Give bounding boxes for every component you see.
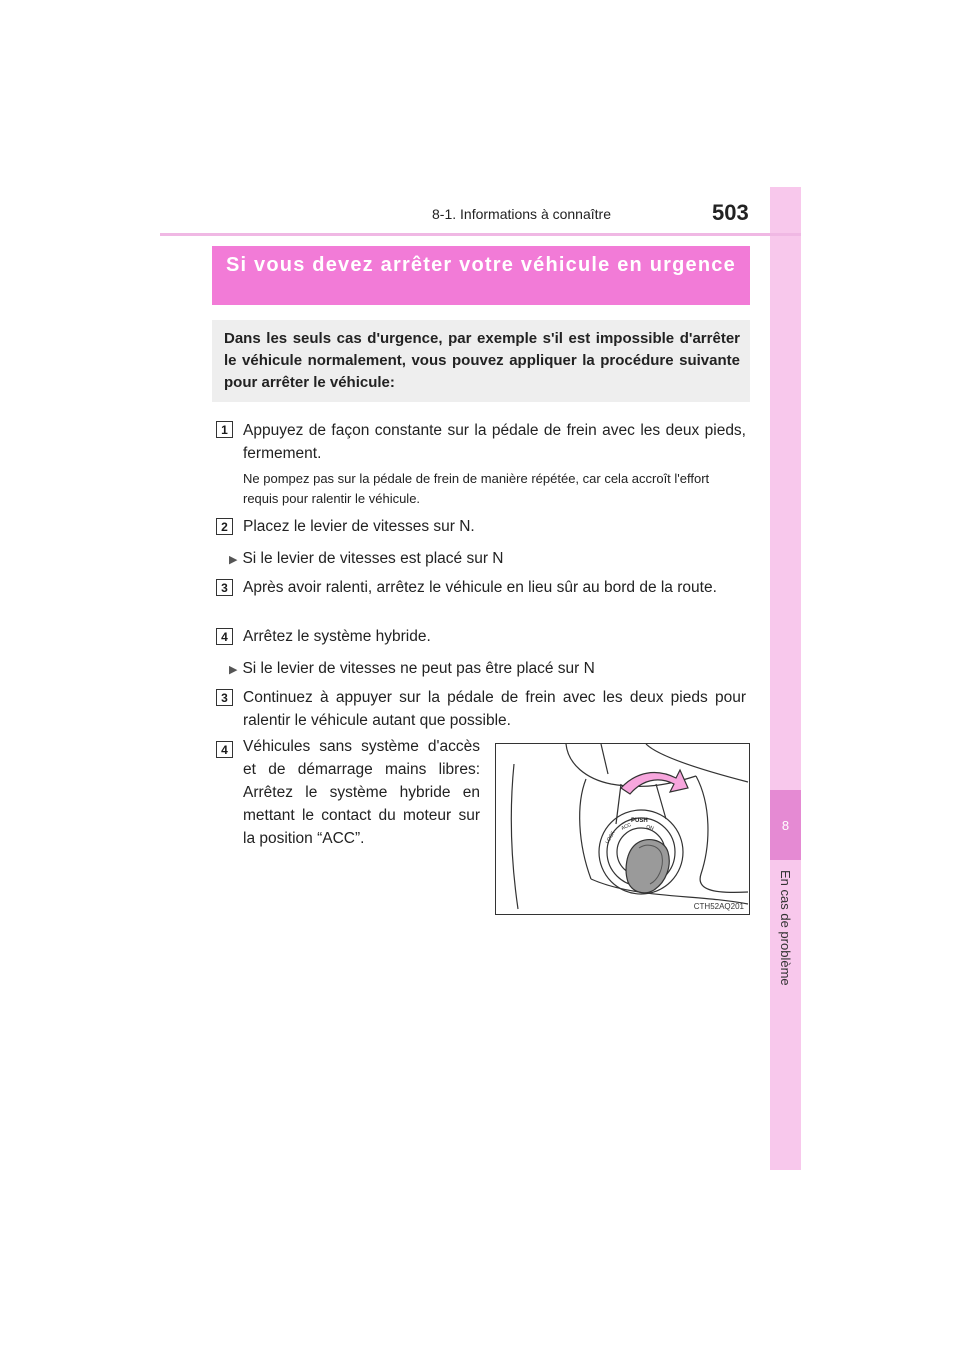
step-text-2: Placez le levier de vitesses sur N. [243,518,475,535]
step-number-4: 4 [216,628,233,645]
header-rule [160,233,801,236]
triangle-bullet-icon: ▶ [229,554,238,566]
step-number-3: 3 [216,579,233,596]
switch-label: ACC [620,821,633,832]
ignition-switch-illustration [495,743,750,915]
chapter-side-tab [770,187,801,1170]
step-text-3-alt: Continuez à appuyer sur la pédale de frein avec les deux pieds pour ralentir le véhicule autant que possible. [243,689,746,729]
figure-code: CTH52AQ201 [693,902,744,911]
section-header: 8-1. Informations à connaître [432,206,611,222]
switch-label: ON [645,824,655,832]
triangle-bullet-icon: ▶ [229,664,238,676]
step-text-3: Après avoir ralenti, arrêtez le véhicule en lieu sûr au bord de la route. [243,579,717,596]
chapter-label: En cas de problème [778,870,793,986]
switch-label: PUSH [631,818,648,824]
step-number-2: 2 [216,518,233,535]
page-title: Si vous devez arrêter votre véhicule en urgence [226,254,736,276]
step-text-4-alt: Véhicules sans système d'accès et de démarrage mains libres: Arrêtez le système hybride en mettant le contact du moteur sur la position “ACC”. [243,738,480,847]
step-note: Ne pompez pas sur la pédale de frein de manière répétée, car cela accroît l'effort requis pour ralentir le véhicule. [243,471,710,506]
step-number-1: 1 [216,421,233,438]
condition-bullet-2: ▶ Si le levier de vitesses ne peut pas être placé sur N [229,660,595,677]
page-number: 503 [712,200,749,225]
intro-box [212,320,750,402]
key-icon [626,840,669,893]
switch-label: LOCK [604,830,617,845]
step-text-4: Arrêtez le système hybride. [243,628,431,645]
ignition-key-drawing [496,744,749,914]
step-number-3-alt: 3 [216,689,233,706]
title-bar [212,246,750,305]
step-number-4-alt: 4 [216,741,233,758]
step-text-1: Appuyez de façon constante sur la pédale de frein avec les deux pieds, fermement. [243,422,746,462]
condition-bullet-1: ▶ Si le levier de vitesses est placé sur N [229,550,504,567]
intro-text: Dans les seuls cas d'urgence, par exemple s'il est impossible d'arrêter le véhicule normalement, vous pouvez appliquer la procédure suivante pour arrêter le véhicule: [224,330,740,391]
chapter-number: 8 [770,790,801,860]
